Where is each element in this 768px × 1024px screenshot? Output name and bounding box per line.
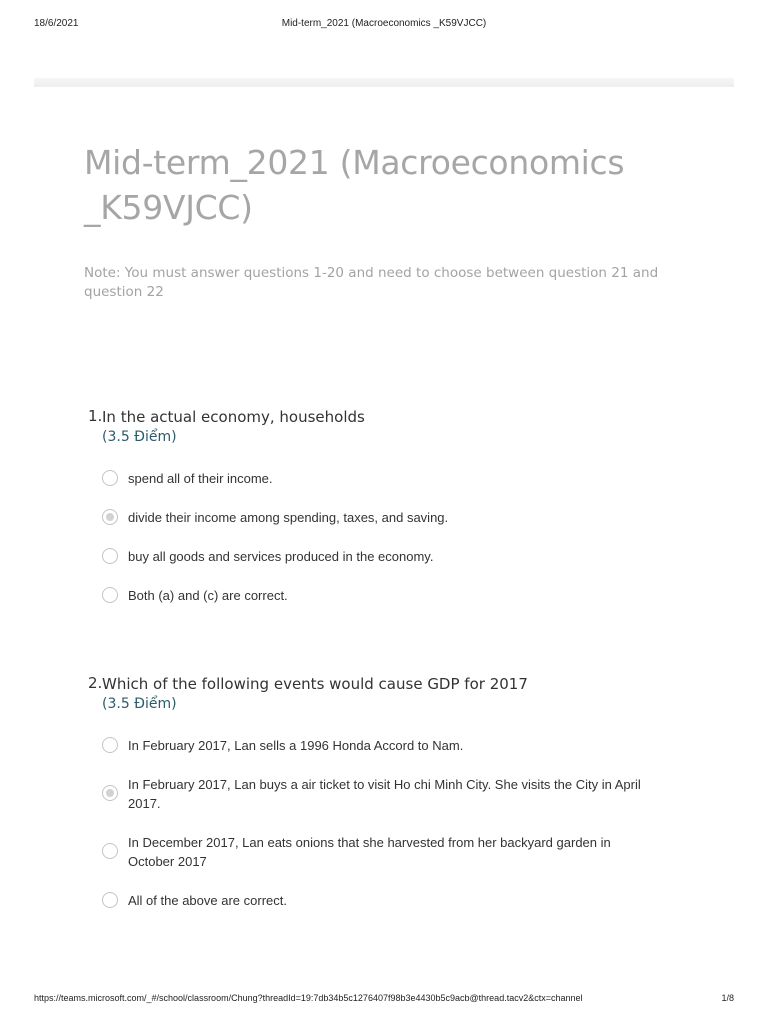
form-top-divider [34,78,734,87]
radio-button[interactable] [102,470,118,486]
question-text: In the actual economy, households [102,408,365,426]
question-text: Which of the following events would cause GDP for 2017 [102,675,528,693]
option-label[interactable]: divide their income among spending, taxes, and saving. [128,510,449,525]
option-label[interactable]: All of the above are correct. [128,893,287,908]
option-label[interactable]: Both (a) and (c) are correct. [128,588,288,603]
option-label[interactable]: In December 2017, Lan eats onions that she harvested from her backyard garden in October 2017 [128,835,611,869]
print-footer [0,993,768,1007]
radio-button[interactable] [102,892,118,908]
form-title: Mid-term_2021 (Macroeconomics _K59VJCC) [84,143,625,227]
print-title: Mid-term_2021 (Macroeconomics _K59VJCC) [281,18,487,29]
radio-button[interactable] [102,587,118,603]
option-label[interactable]: In February 2017, Lan sells a 1996 Honda Accord to Nam. [128,738,464,753]
print-url: https://teams.microsoft.com/_#/school/classroom/Chung?threadId=19:7db34b5c1276407f98b3e4430b5c9acb@thread.tacv2&ctx=channel [34,993,583,1003]
question-number: 1. [88,407,103,425]
question-points: (3.5 Điểm) [102,429,177,445]
radio-button[interactable] [102,843,118,859]
question-points: (3.5 Điểm) [102,696,177,712]
question-2 [88,674,688,908]
radio-button-selected[interactable] [102,509,118,525]
option-label[interactable]: buy all goods and services produced in the economy. [128,549,434,564]
question-header [88,674,688,714]
print-header [0,18,768,32]
print-date: 18/6/2021 [34,18,79,29]
question-1 [88,407,688,603]
page-number: 1/8 [721,993,734,1003]
option-label[interactable]: spend all of their income. [128,471,273,486]
radio-button[interactable] [102,737,118,753]
question-header [88,407,688,447]
radio-button-selected[interactable] [102,785,118,801]
form-note: Note: You must answer questions 1-20 and need to choose between question 21 and question 22 [84,265,659,300]
question-number: 2. [88,674,103,692]
radio-button[interactable] [102,548,118,564]
option-label[interactable]: In February 2017, Lan buys a air ticket to visit Ho chi Minh City. She visits the City in April 2017. [128,777,641,811]
